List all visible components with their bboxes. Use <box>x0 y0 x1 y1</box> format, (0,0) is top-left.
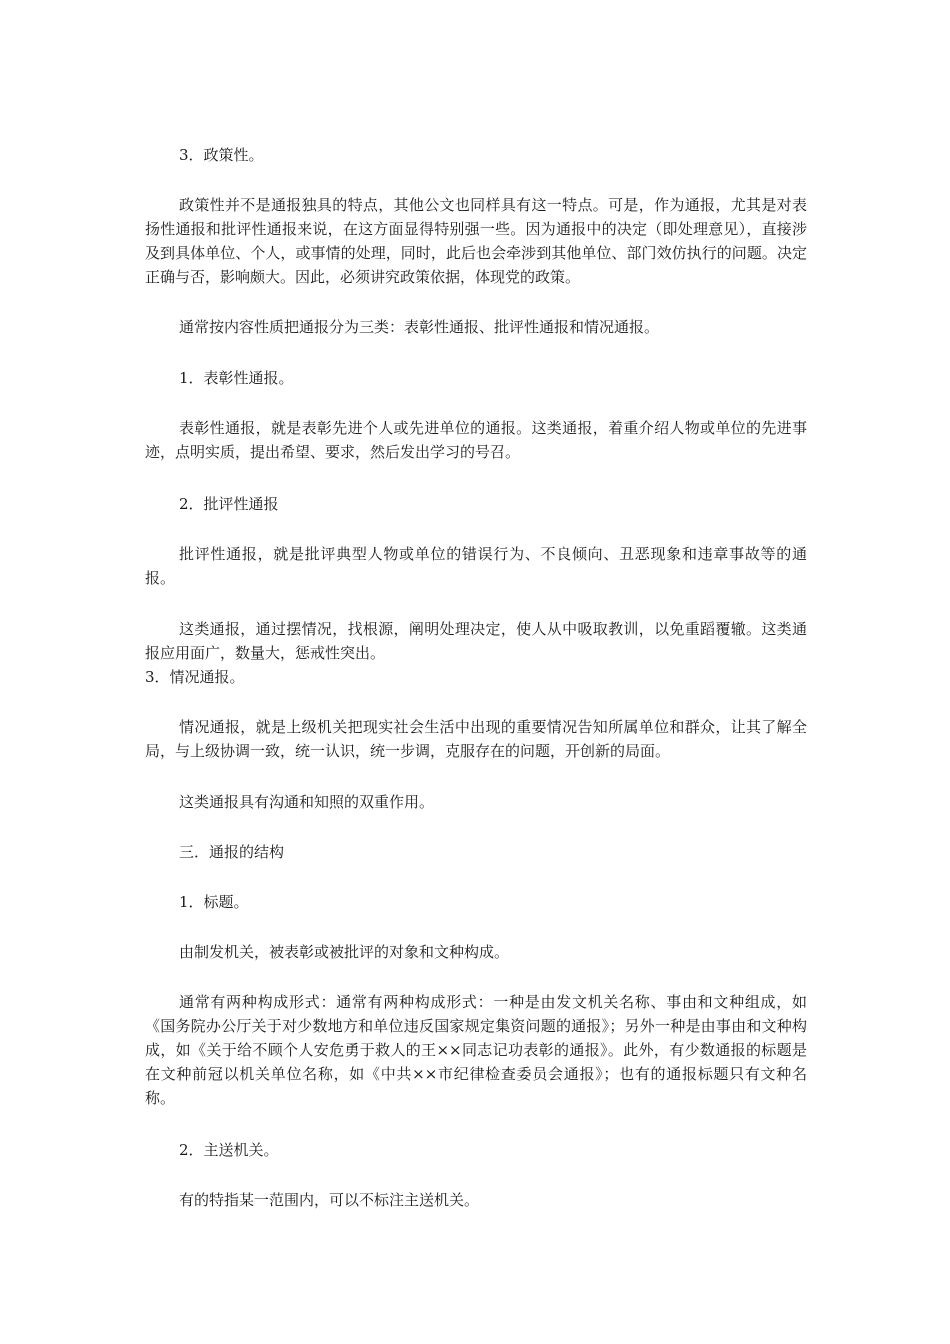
paragraph-title-composition: 由制发机关，被表彰或被批评的对象和文种构成。 <box>179 943 510 961</box>
paragraph-criticism-use: 这类通报，通过摆情况，找根源，阐明处理决定，使人从中吸取教训，以免重蹈覆辙。这类通报应用面广，数量大，惩戒性突出。 <box>145 620 807 662</box>
heading-policy: 3．政策性。 <box>179 146 264 164</box>
paragraph-situation-role: 这类通报具有沟通和知照的双重作用。 <box>179 793 435 811</box>
heading-recipient: 2．主送机关。 <box>179 1141 279 1159</box>
paragraph-recipient: 有的特指某一范围内，可以不标注主送机关。 <box>179 1191 480 1209</box>
paragraph-policy: 政策性并不是通报独具的特点，其他公文也同样具有这一特点。可是，作为通报，尤其是对表扬性通报和批评性通报来说，在这方面显得特别强一些。因为通报中的决定（即处理意见），直接涉及到具体单位、个人，或事情的处理，同时，此后也会牵涉到其他单位、部门效仿执行的问题。决定正确与否，影响颇大。因此，必须讲究政策依据，体现党的政策。 <box>145 196 807 286</box>
heading-commendation: 1．表彰性通报。 <box>179 369 294 387</box>
paragraph-classification: 通常按内容性质把通报分为三类：表彰性通报、批评性通报和情况通报。 <box>179 318 660 336</box>
heading-structure: 三．通报的结构 <box>179 843 285 861</box>
paragraph-title-forms: 通常有两种构成形式：通常有两种构成形式：一种是由发文机关名称、事由和文种组成，如《国务院办公厅关于对少数地方和单位违反国家规定集资问题的通报》；另外一种是由事由和文种构成，如《关于给不顾个人安危勇于救人的王××同志记功表彰的通报》。此外，有少数通报的标题是在文种前冠以机关单位名称，如《中共××市纪律检查委员会通报》；也有的通报标题只有文种名称。 <box>145 993 807 1107</box>
paragraph-commendation: 表彰性通报，就是表彰先进个人或先进单位的通报。这类通报，着重介绍人物或单位的先进事迹，点明实质，提出希望、要求，然后发出学习的号召。 <box>145 419 807 461</box>
paragraph-criticism: 批评性通报，就是批评典型人物或单位的错误行为、不良倾向、丑恶现象和违章事故等的通报。 <box>145 545 807 587</box>
paragraph-situation: 情况通报，就是上级机关把现实社会生活中出现的重要情况告知所属单位和群众，让其了解全局，与上级协调一致，统一认识，统一步调，克服存在的问题，开创新的局面。 <box>145 718 807 760</box>
heading-situation: 3．情况通报。 <box>145 668 245 686</box>
heading-title: 1．标题。 <box>179 893 249 911</box>
heading-criticism: 2．批评性通报 <box>179 495 279 513</box>
